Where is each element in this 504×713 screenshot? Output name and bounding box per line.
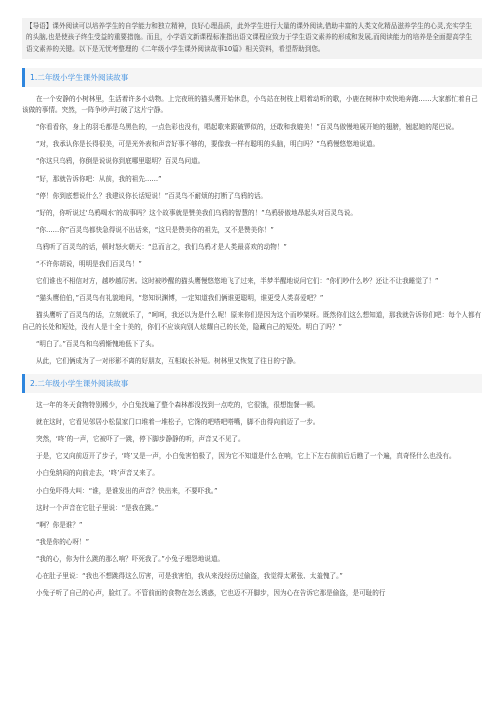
paragraph: “好的，你听说过‘乌鸦喝水’的故事吗？这个故事就是赞美我们乌鸦的智慧的！”乌鸦骄傲地昂起头对百灵鸟说。 [36,208,357,217]
paragraph: “猫头鹰伯伯，”百灵鸟有礼貌地问，“您知识渊博，一定知道我们俩谁更聪明，谁更受人类喜爱吧？” [36,294,324,303]
paragraph: 乌鸦听了百灵鸟的话，顿时怒火朝天：“总而言之，我们乌鸦才是人类最喜欢的动物！” [36,242,287,251]
paragraph: 在一个安静的小树林里，生活着许多小动物。上完夜班的猫头鹰开始休息，小鸟站在树枝上唱着动听的歌，小鹿在树林中欢快地奔跑……大家都忙着自己该做的事情。突然，一阵争吵声打破了这片宁静。 [22,94,478,115]
paragraph: 这一年的冬天食物特别稀少，小白兔找遍了整个森林都没找到一点吃的，它很饿，很想饱餐一顿。 [36,401,320,410]
paragraph: 这时一个声音在它肚子里说：“是我在跳。” [36,503,159,512]
section-body-2 [22,400,482,599]
section-body-1 [22,94,482,367]
paragraph: “你这只乌鸦，你倒是说说你到底哪里聪明？百灵鸟问道。 [36,157,205,166]
paragraph: “啊？你是谁？” [36,520,83,529]
paragraph: 小兔子听了自己的心声，脸红了。不管前面的食物在怎么诱惑，它也迈不开脚步，因为心在告诉它那是偷盗，是可耻的行 [36,589,386,598]
paragraph: 小白兔纳闷的向前走去，‘咚’声音又来了。 [36,469,159,478]
paragraph: “你……你”百灵鸟都快急得说不出话来，“这只是赞美你的祖先，又不是赞美你！” [36,225,274,234]
section-title-1: 1.二年级小学生课外阅读故事 [30,72,129,82]
intro-text: 【导语】课外阅读可以培养学生的自学能力和独立精神，良好心理品质，此外学生进行大量的课外阅读,借助丰富的人类文化精品滋养学生的心灵,充实学生的头脑,也是使孩子终生受益的重要措施。而且，小学语文新课程标准指出语文课程应致力于学生语文素养的形成和发展,而阅读能力的培养是全面提高学生语文素养的关键。以下是无忧考整理的《二年级小学生课外阅读故事10篇》相关资料，希望帮助到您。 [22,18,482,59]
paragraph: 突然，‘咚’的一声，它被吓了一跳，停下脚步静静的听，声音又不见了。 [36,435,245,444]
paragraph: “你看看你，身上的羽毛都是乌黑色的，一点色彩也没有，唱起歌来跟破锣似的，还敢和我媲美！”百灵鸟傲慢地展开她的翅膀，翘起她的尾巴说。 [36,123,459,132]
section-title-2: 2.二年级小学生课外阅读故事 [30,378,129,388]
paragraph: “我是你的心呀！” [36,537,89,546]
paragraph: “不许你胡说，明明是我们百灵鸟！” [36,260,142,269]
paragraph: 于是，它又向前迈开了步子，‘咚’又是一声，小白兔害怕极了，因为它不知道是什么在响，它上下左右前前后后瞧了一个遍，真奇怪什么也没有。 [36,452,456,461]
paragraph: “明白了。”百灵鸟和乌鸦惭愧地低下了头。 [36,339,159,348]
paragraph: 它们谁也不相信对方，越吵越厉害。这时被吵醒的猫头鹰慢悠悠地飞了过来，半梦半醒地说问它们：“你们吵什么吵？还让不让我睡觉了！” [36,277,439,286]
section-header-1 [22,68,482,87]
paragraph: 就在这时，它看见邻居小松鼠家门口堆着一堆松子，它馋的吧嗒吧嗒嘴，脚不由得向前迈了一步。 [36,418,320,427]
section-header-2 [22,374,482,393]
paragraph: 从此，它们俩成为了一对形影不离的好朋友，互相取长补短。树林里又恢复了往日的宁静。 [36,356,300,365]
paragraph: 小白兔吓得大叫：“谁，是谁发出的声音？快出来，不要吓我。” [36,486,218,495]
paragraph: “我的心，你为什么跳的那么响？吓死我了。”小兔子埋怨地说道。 [36,554,225,563]
paragraph: “对，我承认你是长得很美，可是光外表和声音好事不够的，要像我一样有聪明的头脑，明白吗？”乌鸦慢悠悠地说道。 [36,140,380,149]
paragraph: “好，那就告诉你吧：从前，我的祖先……” [36,174,162,183]
paragraph: “停！你到底想说什么？我建议你长话短说！”百灵鸟不耐烦的打断了乌鸦的话。 [36,191,268,200]
paragraph: 猫头鹰听了百灵鸟的话，立刻就乐了，“呵呵，我还以为是什么呢！原来你们是因为这个而吵架呀。既然你们这么想知道，那我就告诉你们吧：每个人都有自己的长处和短处，没有人是十全十美的，你们不应该向别人炫耀自己的长处，隐藏自己的短处。明白了吗？” [22,311,482,331]
paragraph: 心在肚子里说：“我也不想跳得这么厉害，可是我害怕，我从来没经历过偷盗，我觉得太紧张、太羞愧了。” [36,572,343,581]
